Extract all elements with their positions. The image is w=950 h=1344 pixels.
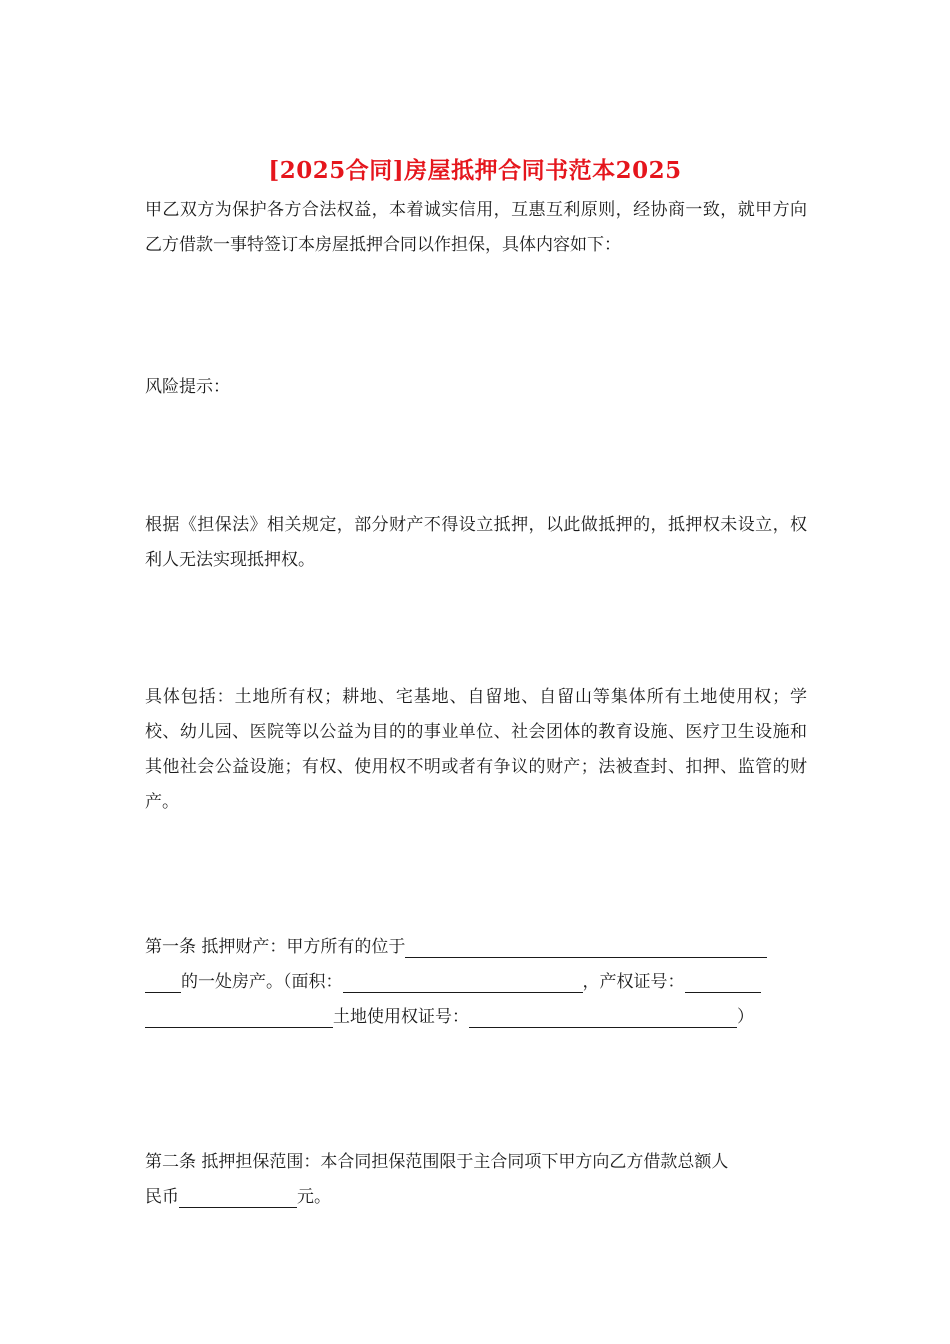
amount-blank [179,1187,297,1208]
risk-label: 风险提示： [145,377,230,397]
article-1-part3: ，产权证号： [582,972,685,992]
article-2-line-1 [145,1145,807,1180]
land-cert-blank [469,1007,737,1028]
law-note-paragraph: 根据《担保法》相关规定，部分财产不得设立抵押，以此做抵押的，抵押权未设立，权利人无法实现抵押权。 [145,515,807,570]
detail-paragraph: 具体包括：土地所有权；耕地、宅基地、自留地、自留山等集体所有土地使用权；学校、幼儿园、医院等以公益为目的的事业单位、社会团体的教育设施、医疗卫生设施和其他社会公益设施；有权、使用权不明或者有争议的财产；法被查封、扣押、监管的财产。 [145,687,807,812]
area-blank [343,972,583,993]
article-1-line-1 [145,930,807,965]
article-2 [145,1145,807,1215]
article-1-part2: 的一处房产。（面积： [181,972,343,992]
article-1 [145,930,807,1035]
article-1-part5: ） [737,1007,754,1027]
article-2-part3: 元。 [297,1187,331,1207]
property-cert-blank-cont [145,1007,333,1028]
article-2-line-2 [145,1180,807,1215]
document-title: [2025合同]房屋抵押合同书范本2025 [268,157,682,184]
article-2-heading: 第二条 抵押担保范围：本合同担保范围限于主合同项下甲方向乙方借款总额人 [145,1152,729,1172]
location-blank-cont [145,972,181,993]
article-1-line-3 [145,1000,807,1035]
intro-paragraph: 甲乙双方为保护各方合法权益，本着诚实信用，互惠互利原则，经协商一致，就甲方向乙方借款一事特签订本房屋抵押合同以作担保，具体内容如下： [145,200,807,255]
article-1-heading: 第一条 抵押财产：甲方所有的位于 [145,937,406,957]
article-2-part2: 民币 [145,1187,179,1207]
article-1-line-2 [145,965,807,1000]
article-1-part4: 土地使用权证号： [333,1007,469,1027]
property-cert-blank [685,972,761,993]
location-blank [405,937,767,958]
